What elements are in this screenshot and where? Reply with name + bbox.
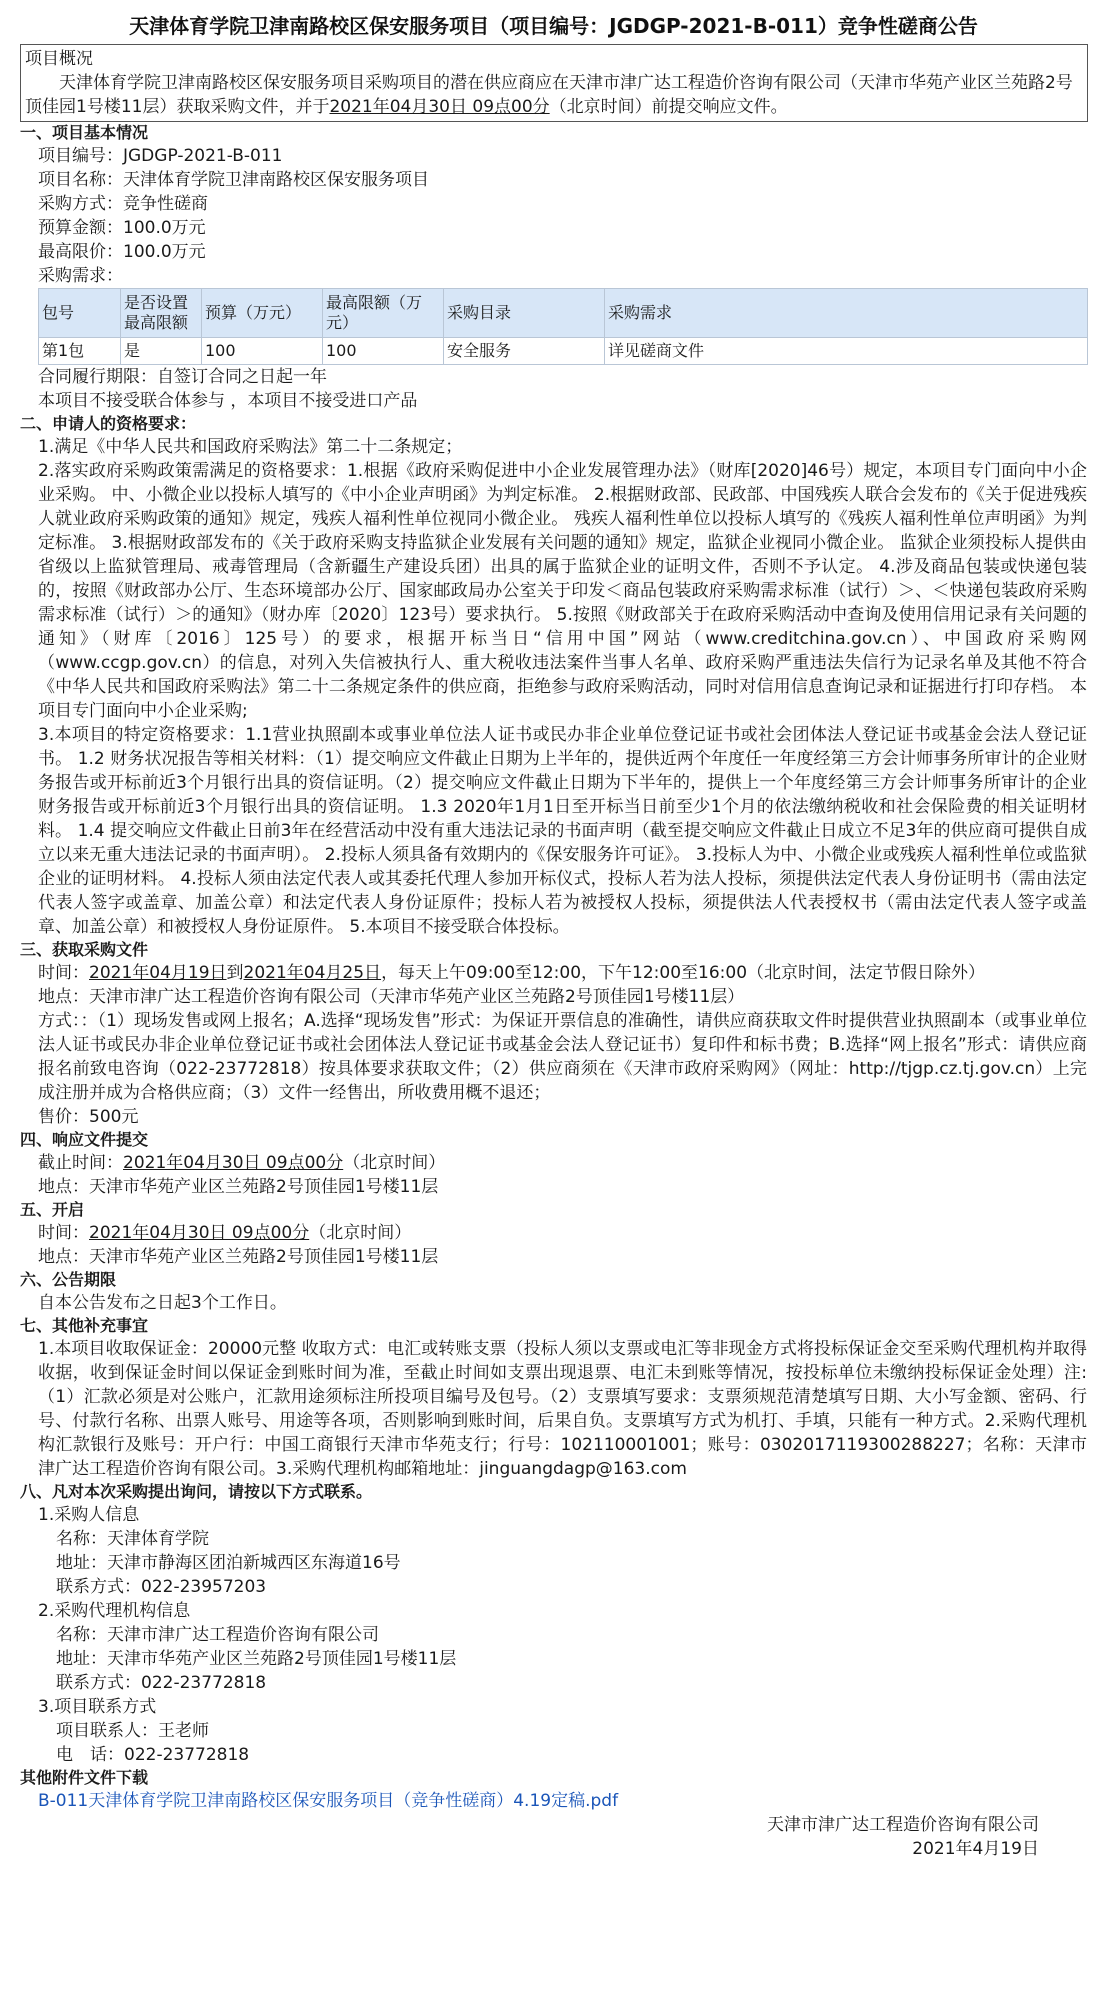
opening-place: 地点：天津市华苑产业区兰苑路2号顶佳园1号楼11层 [38,1247,439,1267]
budget-amount: 预算金额：100.0万元 [38,218,206,238]
purchaser-phone: 联系方式：022-23957203 [56,1577,267,1597]
max-price: 最高限价：100.0万元 [38,242,206,262]
section-5-heading: 五、开启 [20,1200,85,1219]
qualification-1: 1.满足《中华人民共和国政府采购法》第二十二条规定； [38,437,463,457]
opening-time [20,1221,1087,1245]
agency-name: 名称：天津市津广达工程造价咨询有限公司 [56,1625,379,1645]
project-name: 项目名称：天津体育学院卫津南路校区保安服务项目 [38,170,429,190]
package-table [38,288,1088,365]
agency-title: 2.采购代理机构信息 [38,1601,191,1621]
agency-details [20,1623,1087,1695]
acquire-time-prefix: 时间： [38,963,89,983]
agency-phone: 联系方式：022-23772818 [56,1673,267,1693]
document-price: 售价：500元 [38,1107,139,1127]
table-header-row [39,289,1088,338]
acquire-place: 地点：天津市津广达工程造价咨询有限公司（天津市华苑产业区兰苑路2号顶佳园1号楼11层） [38,987,745,1007]
opening-time-value: 2021年04月30日 09点00分 [89,1223,310,1243]
submission-deadline-suffix: （北京时间） [343,1153,446,1173]
purchaser-address: 地址：天津市静海区团泊新城西区东海道16号 [56,1553,401,1573]
acquire-time-suffix: ，每天上午09:00至12:00，下午12:00至16:00（北京时间，法定节假日除外） [381,963,986,983]
notice-period: 自本公告发布之日起3个工作日。 [38,1293,287,1313]
section-3-heading: 三、获取采购文件 [20,940,149,959]
page-title: 天津体育学院卫津南路校区保安服务项目（项目编号：JGDGP-2021-B-011）竞争性磋商公告 [129,14,978,38]
project-contact-person: 项目联系人：王老师 [56,1721,209,1741]
section-6-heading: 六、公告期限 [20,1270,117,1289]
table-cell: 100 [202,338,323,365]
submission-place: 地点：天津市华苑产业区兰苑路2号顶佳园1号楼11层 [38,1177,439,1197]
purchaser-info [20,1503,1087,1527]
acquire-time-start: 2021年04月19日 [89,963,227,983]
table-header-cell: 最高限额（万元） [323,289,444,338]
table-header-cell: 采购需求 [605,289,1088,338]
submission-deadline-value: 2021年04月30日 09点00分 [123,1153,344,1173]
project-contact-details [20,1719,1087,1767]
acquire-time [20,961,1087,985]
table-row [39,338,1088,365]
attachment-pdf-link[interactable]: B-011天津体育学院卫津南路校区保安服务项目（竞争性磋商）4.19定稿.pdf [38,1791,619,1811]
table-header-cell: 包号 [39,289,121,338]
acquire-time-end: 2021年04月25日 [243,963,382,983]
submission-deadline-prefix: 截止时间： [38,1153,123,1173]
table-header-cell: 采购目录 [444,289,605,338]
overview-deadline: 2021年04月30日 09点00分 [329,97,550,117]
purchaser-title: 1.采购人信息 [38,1505,140,1525]
purchaser-name: 名称：天津体育学院 [56,1529,209,1549]
purchaser-details [20,1527,1087,1599]
overview-label: 项目概况 [25,49,93,69]
project-number: 项目编号：JGDGP-2021-B-011 [38,146,283,166]
acquire-method: 方式：：（1）现场发售或网上报名；A.选择“现场发售”形式：为保证开票信息的准确性，请供应商获取文件时提供营业执照副本（或事业单位法人证书或民办非企业单位登记证书或社会团体法人登记证书或基金会法人登记证书）复印件和标书费；B.选择“网上报名”形式：请供应商报名前致电咨询（022-23772818）按具体要求获取文件；（2）供应商须在《天津市政府采购网》（网址：http://tjgp.cz.tj.gov.cn）上完成注册并成为合格供应商；（3）文件一经售出，所收费用概不退还； [38,1011,1087,1103]
attachments-heading: 其他附件文件下载 [20,1768,149,1787]
consortium-note: 本项目不接受联合体参与 ，本项目不接受进口产品 [38,391,418,411]
submission-deadline [20,1151,1087,1175]
contract-period: 合同履行期限：自签订合同之日起一年 [38,367,327,387]
table-cell: 安全服务 [444,338,605,365]
project-contact-phone: 电 话：022-23772818 [56,1745,250,1765]
opening-time-prefix: 时间： [38,1223,89,1243]
footer [20,1813,1087,1861]
qualification-3: 3.本项目的特定资格要求：1.1营业执照副本或事业单位法人证书或民办非企业单位登记证书或社会团体法人登记证书或基金会法人登记证书。 1.2 财务状况报告等相关材料：（1）提交响应文件截止日期为上半年的，提供近两个年度任一年度经第三方会计师事务所审计的企业财务报告或开标前近3个月银行出具的资信证明。（2）提交响应文件截止日期为下半年的，提供上一个年度经第三方会计师事务所审计的企业财务报告或开标前近3个月银行出具的资信证明。 1.3 2020年1月1日至开标当日前至少1个月的依法缴纳税收和社会保险费的相关证明材料。 1.4 提交响应文件截止日前3年在经营活动中没有重大违法记录的书面声明（截至提交响应文件截止日成立不足3年的供应商可提供自成立以来无重大违法记录的书面声明）。 2.投标人须具备有效期内的《保安服务许可证》。 3.投标人为中、小微企业或残疾人福利性单位或监狱企业的证明材料。 4.投标人须由法定代表人或其委托代理人参加开标仪式，投标人若为法人投标，须提供法定代表人身份证明书（需由法定代表人签字或盖章、加盖公章）和法定代表人身份证原件；投标人若为被授权人投标，须提供法人代表授权书（需由法定代表人签字或盖章、加盖公章）和被授权人身份证原件。 5.本项目不接受联合体投标。 [38,725,1087,937]
procurement-method: 采购方式：竞争性磋商 [38,194,208,214]
footer-date: 2021年4月19日 [912,1839,1039,1859]
procurement-needs-label: 采购需求： [38,266,123,286]
project-contact-info [20,1695,1087,1719]
table-cell: 100 [323,338,444,365]
table-header-cell: 预算（万元） [202,289,323,338]
section-1-after [20,365,1087,413]
footer-org: 天津市津广达工程造价咨询有限公司 [767,1815,1039,1835]
section-4-heading: 四、响应文件提交 [20,1130,149,1149]
section-1-lines [20,144,1087,288]
section-2-heading: 二、申请人的资格要求： [20,414,197,433]
table-cell: 第1包 [39,338,121,365]
agency-info [20,1599,1087,1623]
qualification-2: 2.落实政府采购政策需满足的资格要求：1.根据《政府采购促进中小企业发展管理办法》（财库[2020]46号）规定，本项目专门面向中小企业采购。 中、小微企业以投标人填写的《中小企业声明函》为判定标准。 2.根据财政部、民政部、中国残疾人联合会发布的《关于促进残疾人就业政府采购政策的通知》规定，残疾人福利性单位视同小微企业。 残疾人福利性单位以投标人填写的《残疾人福利性单位声明函》为判定标准。 3.根据财政部发布的《关于政府采购支持监狱企业发展有关问题的通知》规定，监狱企业视同小微企业。 监狱企业须投标人提供由省级以上监狱管理局、戒毒管理局（含新疆生产建设兵团）出具的属于监狱企业的证明文件，否则不予认定。 4.涉及商品包装或快递包装的，按照《财政部办公厅、生态环境部办公厅、国家邮政局办公室关于印发＜商品包装政府采购需求标准（试行）＞、＜快递包装政府采购需求标准（试行）＞的通知》（财办库〔2020〕123号）要求执行。 5.按照《财政部关于在政府采购活动中查询及使用信用记录有关问题的通知》（财库〔2016〕125号）的要求，根据开标当日“信用中国”网站（www.creditchina.gov.cn）、中国政府采购网（www.ccgp.gov.cn）的信息，对列入失信被执行人、重大税收违法案件当事人名单、政府采购严重违法失信行为记录名单及其他不符合《中华人民共和国政府采购法》第二十二条规定条件的供应商，拒绝参与政府采购活动，同时对信用信息查询记录和证据进行打印存档。 本项目专门面向中小企业采购; [38,461,1087,721]
acquire-time-mid: 到 [226,963,244,983]
overview-text-b: （北京时间）前提交响应文件。 [549,97,788,117]
table-cell: 是 [121,338,202,365]
project-contact-title: 3.项目联系方式 [38,1697,157,1717]
opening-time-suffix: （北京时间） [309,1223,412,1243]
section-1-heading: 一、项目基本情况 [20,123,149,142]
table-header-cell: 是否设置最高限额 [121,289,202,338]
overview-text [25,71,1083,119]
section-7-heading: 七、其他补充事宜 [20,1316,149,1335]
agency-address: 地址：天津市华苑产业区兰苑路2号顶佳园1号楼11层 [56,1649,457,1669]
supplementary-matters: 1.本项目收取保证金：20000元整 收取方式：电汇或转账支票（投标人须以支票或电汇等非现金方式将投标保证金交至采购代理机构并取得收据，收到保证金时间以保证金到账时间为准，至截止时间如支票出现退票、电汇未到账等情况，按投标单位未缴纳投标保证金处理）注:（1）汇款必须是对公账户，汇款用途须标注所投项目编号及包号。（2）支票填写要求：支票须规范清楚填写日期、大小写金额、密码、行号、付款行名称、出票人账号、用途等各项，否则影响到账时间，后果自负。支票填写方式为机打、手填，只能有一种方式。2.采购代理机构汇款银行及账号：开户行：中国工商银行天津市华苑支行；行号：102110001001；账号：0302017119300288227；名称：天津市津广达工程造价咨询有限公司。3.采购代理机构邮箱地址：jinguangdagp@163.com [38,1339,1087,1479]
overview-text-a: 天津体育学院卫津南路校区保安服务项目采购项目的潜在供应商应在天津市津广达工程造价咨询有限公司（天津市华苑产业区兰苑路2号顶佳园1号楼11层）获取采购文件，并于 [25,73,1073,117]
project-overview-box [20,44,1088,122]
table-cell: 详见磋商文件 [605,338,1088,365]
section-8-heading: 八、凡对本次采购提出询问，请按以下方式联系。 [20,1482,373,1501]
